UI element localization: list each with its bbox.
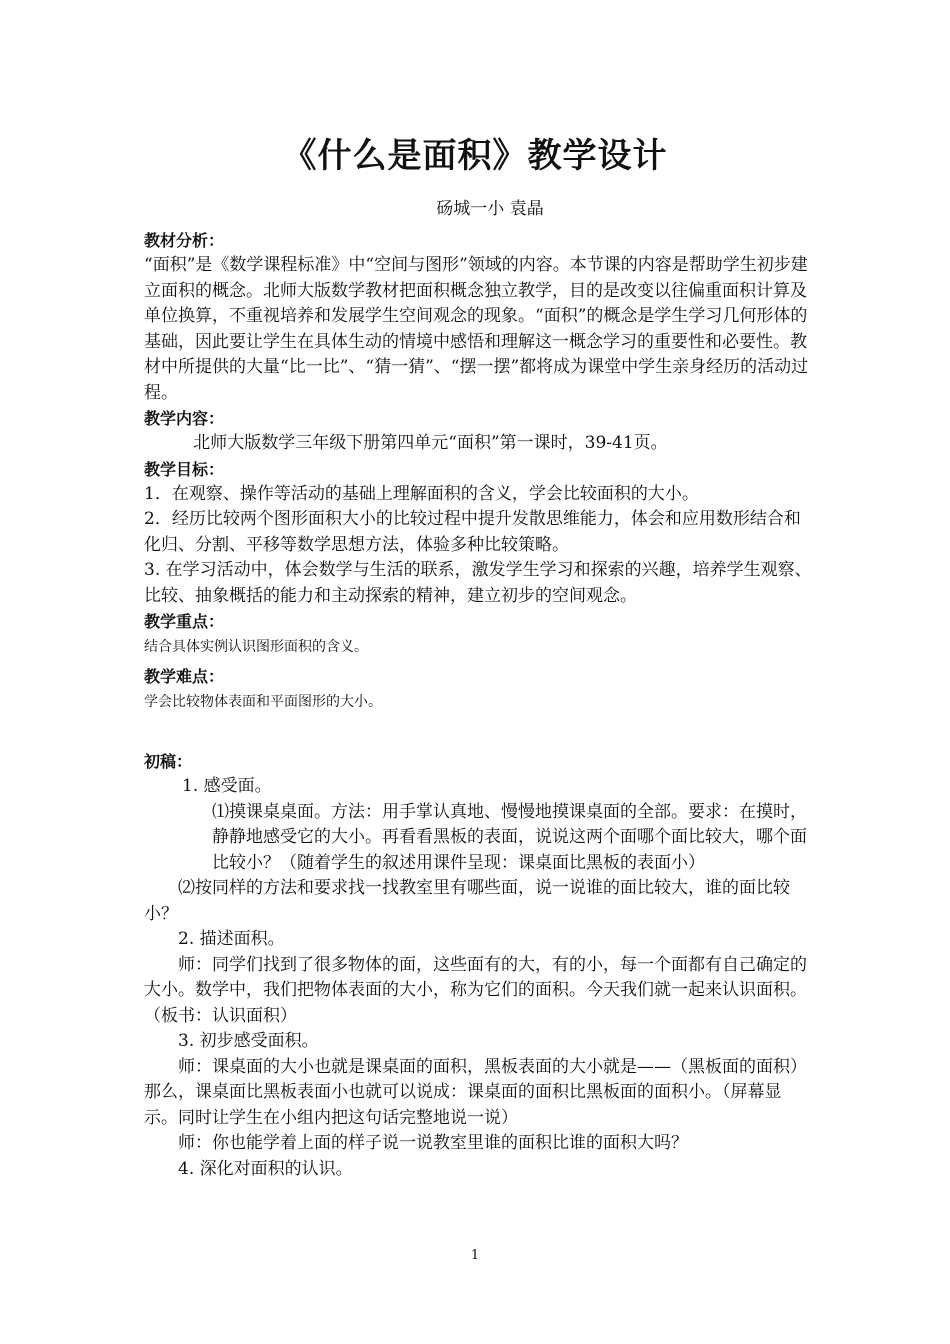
draft-step-3-paragraph-2: 师：你也能学着上面的样子说一说教室里谁的面积比谁的面积大吗？ [178, 1133, 688, 1153]
keypoint-text: 结合具体实例认识图形面积的含义。 [144, 639, 368, 655]
draft-step-1-paragraph-2: ⑵按同样的方法和要求找一找教室里有哪些面，说一说谁的面比较大，谁的面比较小？ [144, 878, 790, 924]
difficulty-text: 学会比较物体表面和平面图形的大小。 [144, 694, 382, 710]
draft-step-2-paragraph-1: 师：同学们找到了很多物体的面，这些面有的大，有的小，每一个面都有自己确定的大小。数学中，我们把物体表面的大小，称为它们的面积。今天我们就一起来认识面积。（板书：认识面积） [144, 954, 807, 1026]
heading-analysis: 教材分析： [144, 231, 225, 250]
draft-step-3-title: 3. 初步感受面积。 [178, 1031, 319, 1051]
heading-goals: 教学目标： [144, 459, 225, 479]
goal-item-3: 3. 在学习活动中，体会数学与生活的联系，激发学生学习和探索的兴趣，培养学生观察、比较、抽象概括的能力和主动探索的精神，建立初步的空间观念。 [144, 560, 812, 606]
goal-item-1: 1．在观察、操作等活动的基础上理解面积的含义，学会比较面积的大小。 [144, 483, 699, 504]
draft-step-1-title: 1. 感受面。 [182, 776, 272, 796]
heading-content: 教学内容： [144, 409, 225, 428]
page-number: 1 [470, 1248, 480, 1263]
document-body [144, 228, 812, 1182]
analysis-text: “面积”是《数学课程标准》中“空间与图形”领域的内容。本节课的内容是帮助学生初步建立面积的概念。北师大版数学教材把面积概念独立教学，目的是改变以往偏重面积计算及单位换算，不重视培养和发展学生空间观念的现象。“面积”的概念是学生学习几何形体的基础，因此要让学生在具体生动的情境中感悟和理解这一概念学习的重要性和必要性。教材中所提供的大量“比一比”、“猜一猜”、“摆一摆”都将成为课堂中学生亲身经历的活动过程。 [144, 255, 809, 403]
author-line: 砀城一小 袁晶 [436, 199, 544, 219]
draft-step-1-paragraph-1: ⑴摸课桌桌面。方法：用手掌认真地、慢慢地摸课桌面的全部。要求：在摸时，静静地感受它的大小。再看看黑板的表面，说说这两个面哪个面比较大，哪个面比较小？（随着学生的叙述用课件呈现：课桌面比黑板的表面小） [212, 801, 807, 873]
draft-step-2-title: 2. 描述面积。 [178, 929, 285, 949]
draft-step-3-paragraph-1: 师：课桌面的大小也就是课桌面的面积，黑板表面的大小就是——（黑板面的面积）那么，课桌面比黑板表面小也就可以说成：课桌面的面积比黑板面的面积小。（屏幕显示。同时让学生在小组内把这句话完整地说一说） [144, 1056, 807, 1128]
heading-keypoint: 教学重点： [144, 612, 225, 631]
document-title: 《什么是面积》教学设计 [282, 136, 668, 176]
goal-item-2: 2．经历比较两个图形面积大小的比较过程中提升发散思维能力，体会和应用数形结合和化归、分割、平移等数学思想方法，体验多种比较策略。 [144, 509, 801, 555]
heading-draft: 初稿： [144, 752, 193, 771]
draft-step-4-title: 4. 深化对面积的认识。 [178, 1158, 353, 1179]
content-text: 北师大版数学三年级下册第四单元“面积”第一课时，39-41页。 [193, 433, 668, 453]
spacer [144, 719, 812, 749]
heading-difficulty: 教学难点： [144, 667, 225, 686]
